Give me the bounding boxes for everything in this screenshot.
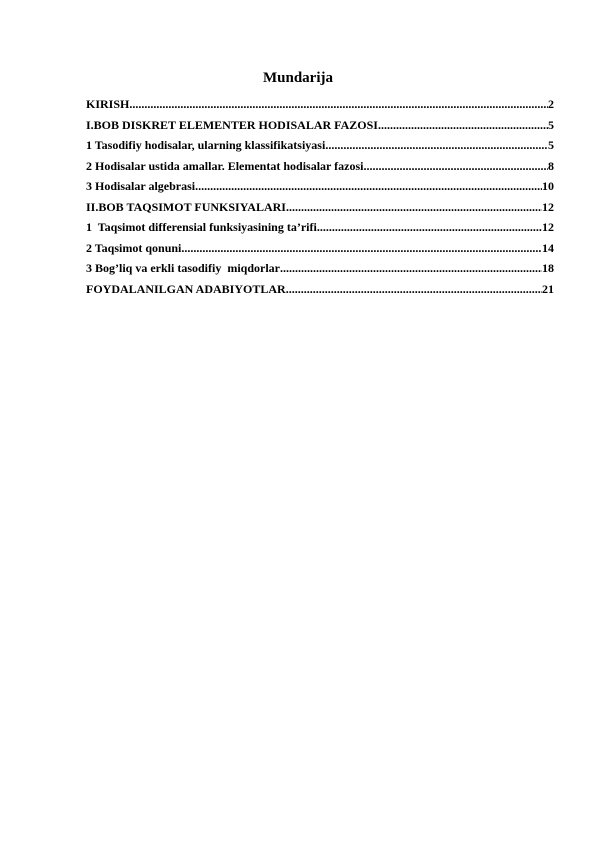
toc-entry-page: 18	[542, 261, 554, 275]
toc-dot-leader	[317, 217, 542, 238]
toc-entry	[86, 279, 554, 300]
toc-entry-page: 2	[548, 97, 554, 111]
toc-entry	[86, 217, 554, 238]
toc-entry	[86, 94, 554, 115]
toc-entry-page: 5	[548, 117, 554, 132]
toc-entry-label: II.BOB TAQSIMOT FUNKSIYALARI	[86, 199, 286, 214]
toc-entry-label: 1 Tasodifiy hodisalar, ularning klassifikatsiyasi	[86, 138, 326, 152]
toc-dot-leader	[378, 115, 548, 136]
toc-entry-page: 12	[542, 199, 554, 214]
toc-entry-page: 21	[542, 281, 554, 296]
toc-entry-label: 2 Hodisalar ustida amallar. Elementat hodisalar fazosi	[86, 158, 364, 173]
toc-dot-leader	[129, 94, 548, 115]
toc-dot-leader	[181, 238, 542, 259]
toc-entry	[86, 156, 554, 177]
toc-entry-label: KIRISH	[86, 97, 130, 111]
toc-dot-leader	[195, 176, 542, 197]
toc-entry-label: FOYDALANILGAN ADABIYOTLAR	[86, 281, 286, 296]
toc-entry-page: 12	[542, 220, 554, 234]
toc-entry	[86, 258, 554, 279]
toc-entry	[86, 135, 554, 156]
toc-entry-page: 5	[548, 138, 554, 152]
toc-entry	[86, 238, 554, 259]
toc-entry-label: I.BOB DISKRET ELEMENTER HODISALAR FAZOSI	[86, 117, 378, 132]
toc-entry-label: 2 Taqsimot qonuni	[86, 240, 182, 255]
toc-dot-leader	[286, 279, 542, 300]
toc-entry	[86, 197, 554, 218]
toc-entry	[86, 176, 554, 197]
toc-entry-page: 14	[542, 240, 554, 255]
toc-title: Mundarija	[262, 70, 333, 86]
toc-entry-label: 3 Hodisalar algebrasi	[86, 179, 196, 193]
toc-dot-leader	[325, 135, 548, 156]
toc-entry-page: 10	[542, 179, 554, 193]
toc-entry-label: 1 Taqsimot differensial funksiyasining ta’rifi	[86, 220, 317, 234]
toc-dot-leader	[363, 156, 548, 177]
toc-entry	[86, 115, 554, 136]
toc-dot-leader	[280, 258, 542, 279]
toc-entry-label: 3 Bog’liq va erkli tasodifiy miqdorlar	[86, 261, 281, 275]
toc-dot-leader	[286, 197, 542, 218]
toc-entry-page: 8	[548, 158, 554, 173]
table-of-contents	[86, 94, 554, 299]
